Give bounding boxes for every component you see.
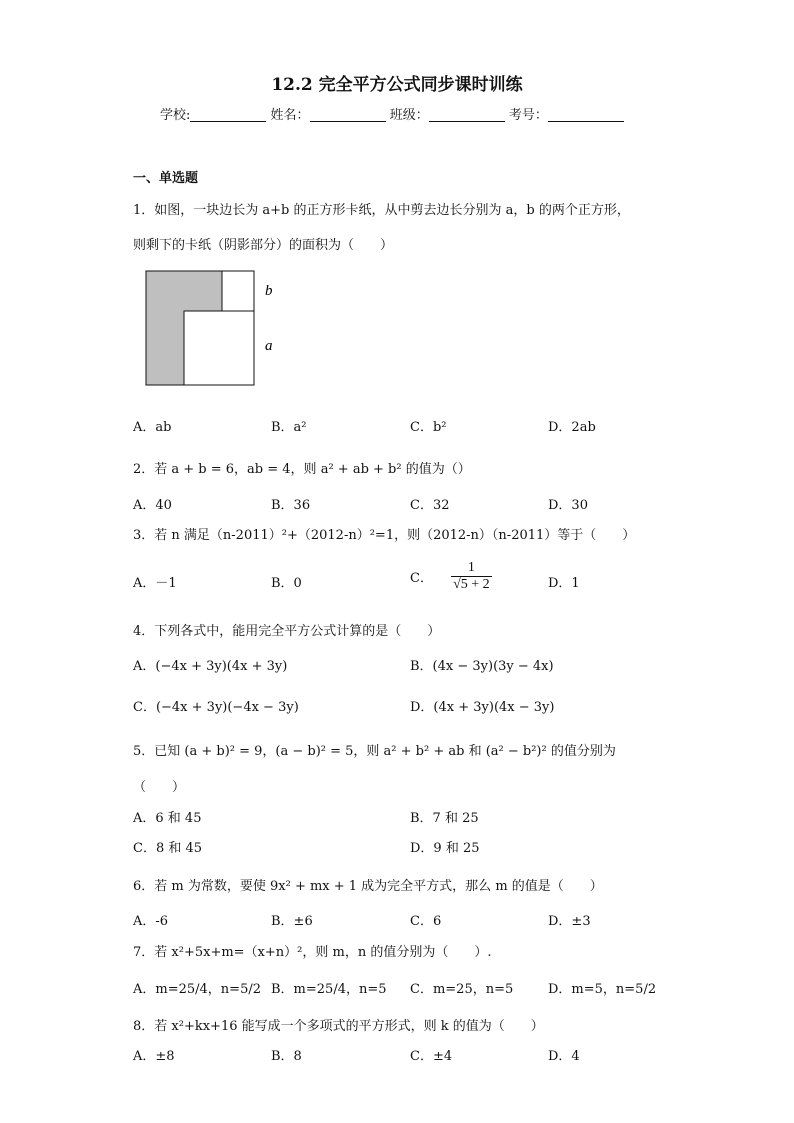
fraction-denominator: √5 + 2 xyxy=(453,577,490,592)
question-5-text: 5．已知 (a + b)² = 9，(a − b)² = 5，则 a² + b² + ab 和 (a² − b²)² 的值分别为 xyxy=(133,744,616,759)
name-blank[interactable] xyxy=(310,107,386,122)
name-label: 姓名： xyxy=(270,108,310,123)
question-4-text: 4．下列各式中，能用完全平方公式计算的是（ ） xyxy=(133,624,441,639)
small-square-b xyxy=(222,271,254,311)
class-label: 班级： xyxy=(389,108,429,123)
question-8-option-d[interactable]: D．4 xyxy=(548,1049,580,1064)
question-2-option-a[interactable]: A．40 xyxy=(133,498,172,513)
question-2-option-d[interactable]: D．30 xyxy=(548,498,588,513)
question-6-option-b[interactable]: B．±6 xyxy=(271,914,313,929)
question-1-line2: 则剩下的卡纸（阴影部分）的面积为（ ） xyxy=(133,238,394,253)
question-8-option-b[interactable]: B．8 xyxy=(271,1049,302,1064)
question-7-option-c[interactable]: C．m=25，n=5 xyxy=(410,982,514,997)
question-3-text: 3．若 n 满足（n-2011）²+（2012-n）²=1，则（2012-n）（n-2011）等于（ ） xyxy=(133,528,636,543)
question-6-text: 6．若 m 为常数，要使 9x² + mx + 1 成为完全平方式，那么 m 的值是（ ） xyxy=(133,879,603,894)
question-3-option-a[interactable]: A．－1 xyxy=(133,576,177,591)
fraction-numerator: 1 xyxy=(451,560,492,577)
question-5-option-d[interactable]: D．9 和 25 xyxy=(410,841,480,856)
question-2-option-b[interactable]: B．36 xyxy=(271,498,311,513)
question-7-option-d[interactable]: D．m=5，n=5/2 xyxy=(548,982,657,997)
class-blank[interactable] xyxy=(429,107,505,122)
question-8-text: 8．若 x²+kx+16 能写成一个多项式的平方形式，则 k 的值为（ ） xyxy=(133,1019,544,1034)
question-8-option-c[interactable]: C．±4 xyxy=(410,1049,453,1064)
question-1-line1: 1．如图，一块边长为 a+b 的正方形卡纸，从中剪去边长分别为 a，b 的两个正方形， xyxy=(133,203,630,218)
question-1-option-a[interactable]: A．ab xyxy=(133,420,172,435)
question-7-option-b[interactable]: B．m=25/4，n=5 xyxy=(271,982,387,997)
student-info-line xyxy=(160,104,624,123)
question-2-option-c[interactable]: C．32 xyxy=(410,498,450,513)
question-4-option-b[interactable]: B．(4x − 3y)(3y − 4x) xyxy=(410,659,554,674)
question-2-text: 2．若 a + b = 6，ab = 4，则 a² + ab + b² 的值为（） xyxy=(133,462,471,477)
question-6-option-a[interactable]: A．-6 xyxy=(133,914,169,929)
school-blank[interactable] xyxy=(190,107,266,122)
page-title: 12.2 完全平方公式同步课时训练 xyxy=(271,75,523,95)
number-blank[interactable] xyxy=(548,107,624,122)
question-6-option-d[interactable]: D．±3 xyxy=(548,914,591,929)
question-3-option-d[interactable]: D．1 xyxy=(548,576,580,591)
question-4-option-c[interactable]: C．(−4x + 3y)(−4x − 3y) xyxy=(133,700,299,715)
question-4-option-d[interactable]: D．(4x + 3y)(4x − 3y) xyxy=(410,700,555,715)
question-3-option-b[interactable]: B．0 xyxy=(271,576,302,591)
question-3-option-c[interactable] xyxy=(410,560,492,593)
question-1-figure xyxy=(145,270,285,388)
question-7-option-a[interactable]: A．m=25/4，n=5/2 xyxy=(133,982,261,997)
question-1-option-d[interactable]: D．2ab xyxy=(548,420,596,435)
school-label: 学校: xyxy=(160,108,191,123)
question-5-option-b[interactable]: B．7 和 25 xyxy=(410,811,479,826)
question-5-option-a[interactable]: A．6 和 45 xyxy=(133,811,202,826)
label-b: b xyxy=(265,283,273,299)
question-7-text: 7．若 x²+5x+m=（x+n）²，则 m，n 的值分别为（ ）. xyxy=(133,945,492,960)
option-c-fraction xyxy=(451,560,492,593)
option-c-label: C． xyxy=(410,571,433,586)
question-1-option-c[interactable]: C．b² xyxy=(410,420,447,435)
label-a: a xyxy=(265,338,273,354)
question-6-option-c[interactable]: C．6 xyxy=(410,914,442,929)
large-square-a xyxy=(184,311,254,385)
question-5-option-c[interactable]: C．8 和 45 xyxy=(133,841,203,856)
question-8-option-a[interactable]: A．±8 xyxy=(133,1049,175,1064)
question-4-option-a[interactable]: A．(−4x + 3y)(4x + 3y) xyxy=(133,659,288,674)
number-label: 考号： xyxy=(508,108,548,123)
section-heading: 一、单选题 xyxy=(133,171,199,186)
question-5-text-line2: （ ） xyxy=(133,780,186,795)
question-1-option-b[interactable]: B．a² xyxy=(271,420,307,435)
